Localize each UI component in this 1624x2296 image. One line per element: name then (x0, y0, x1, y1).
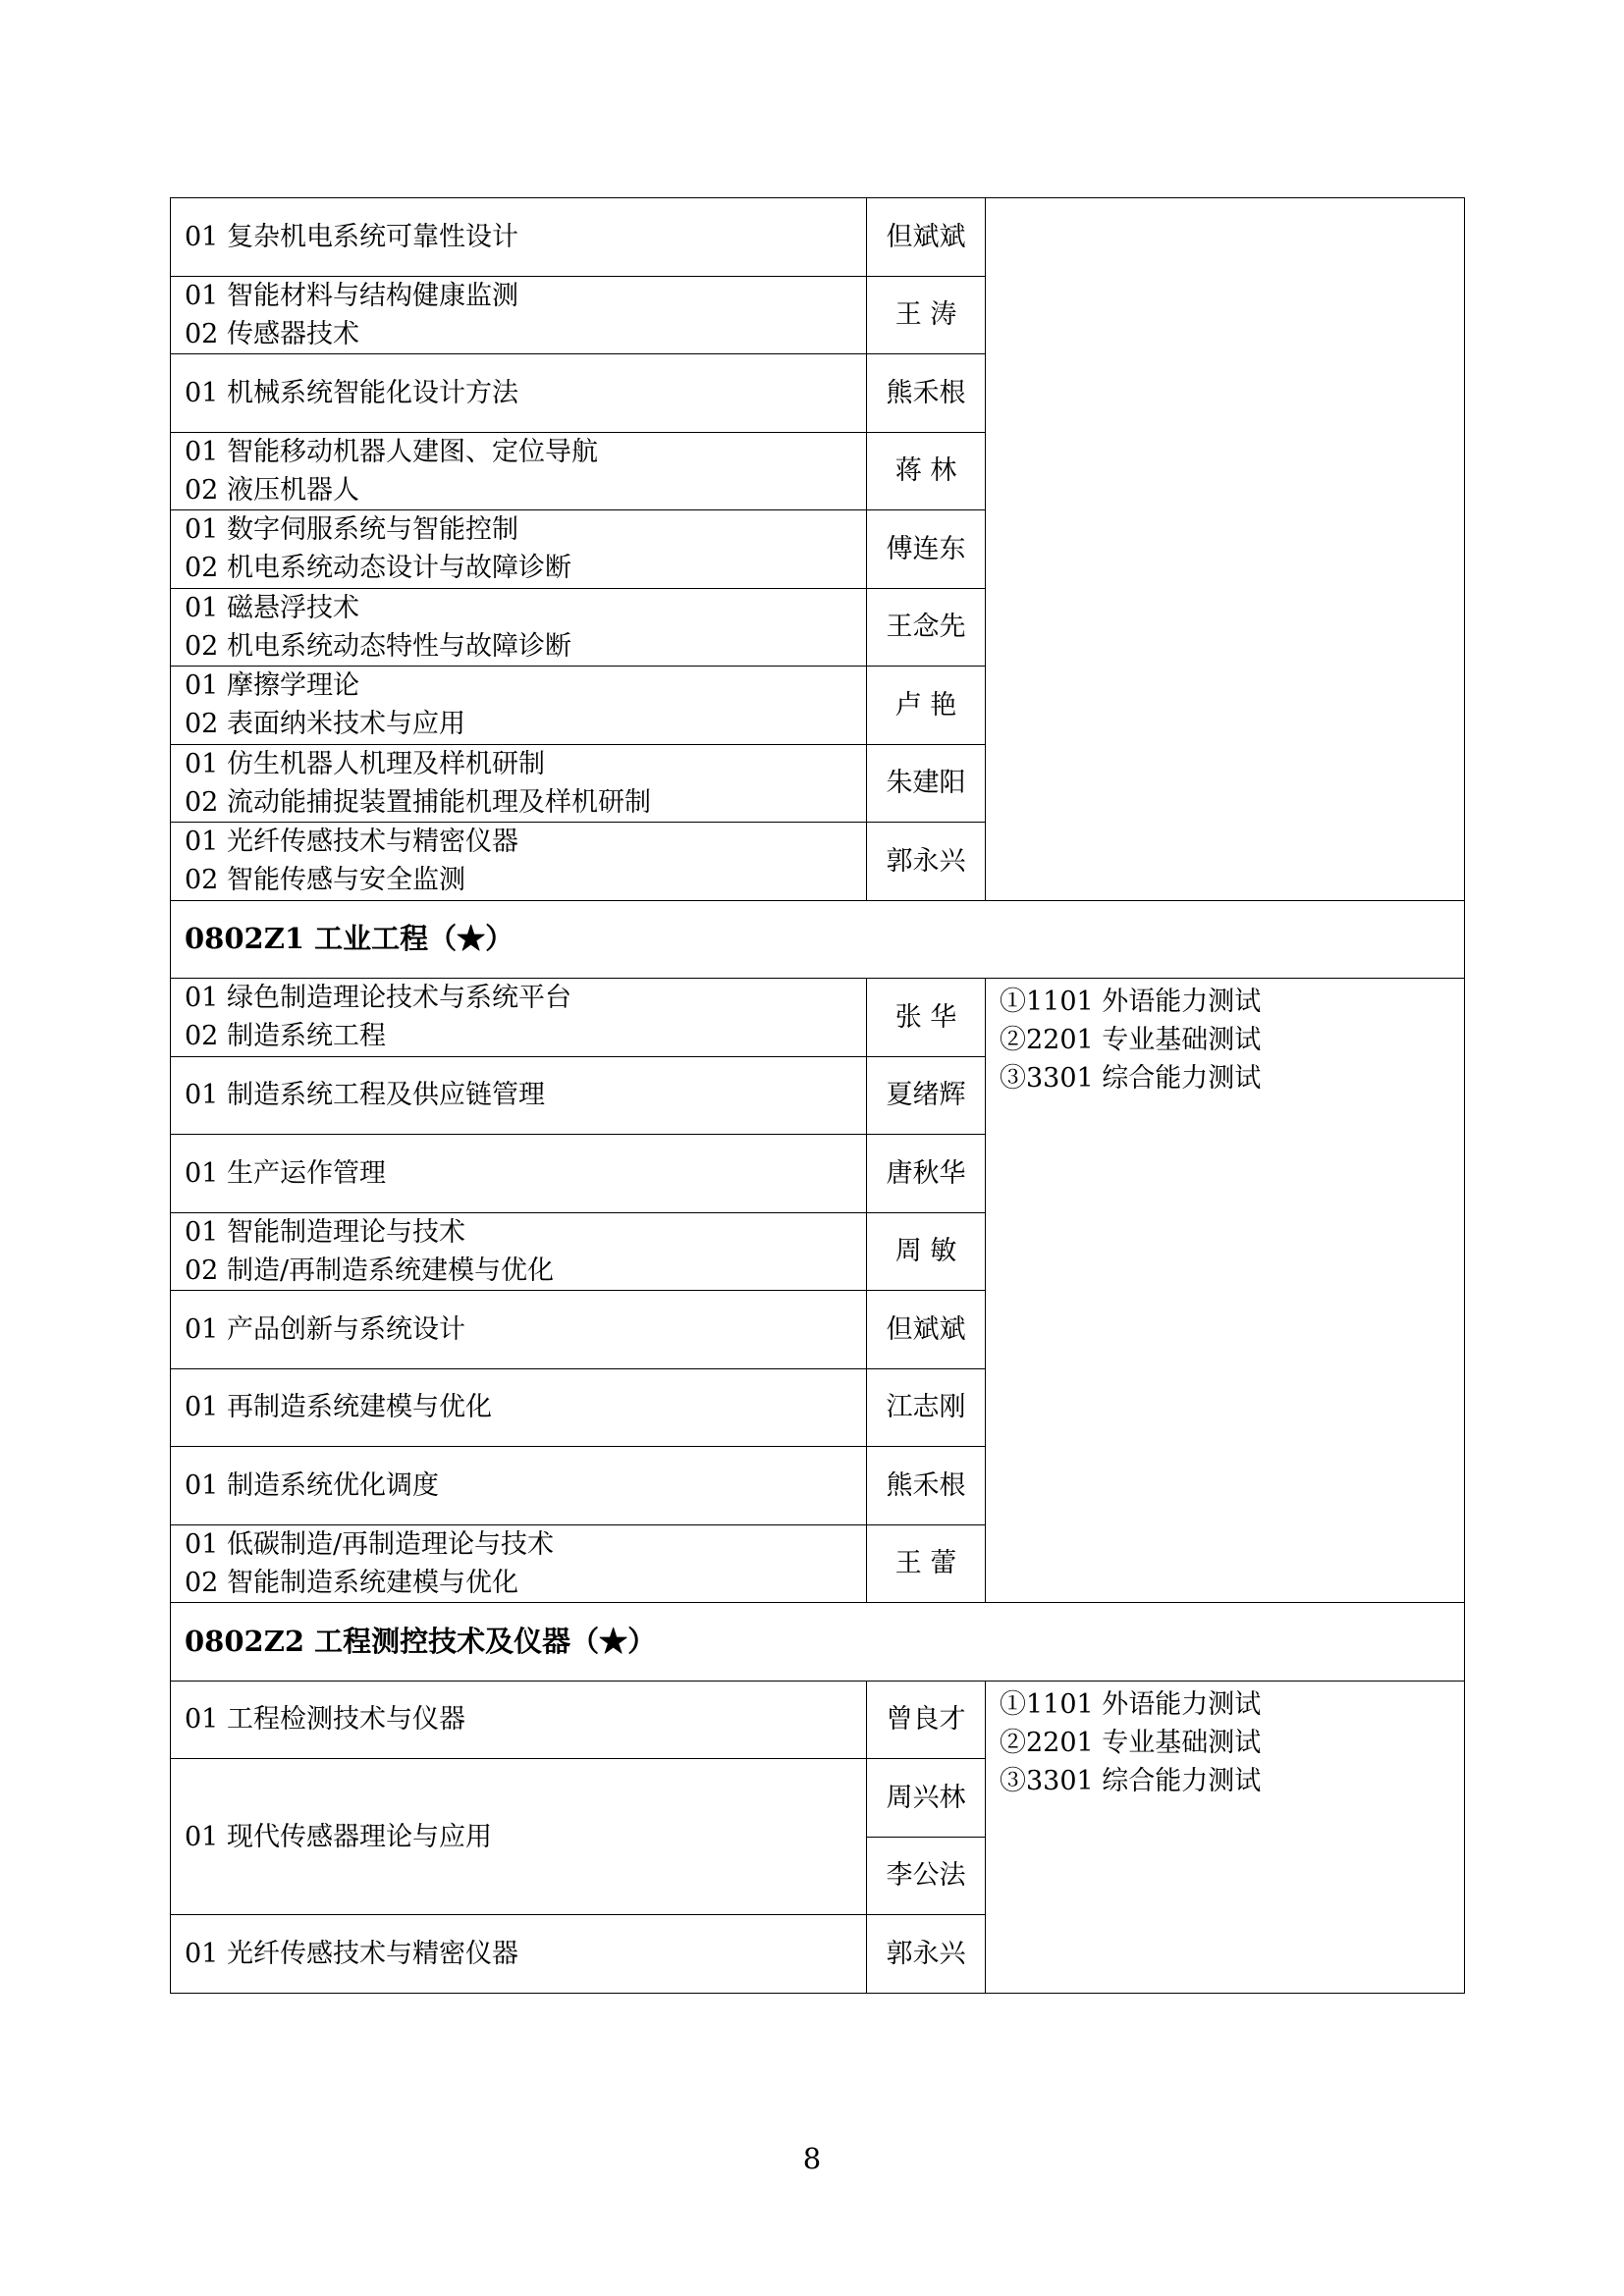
advisor-name: 夏绪辉 (867, 1056, 986, 1135)
advisor-name: 熊禾根 (867, 354, 986, 433)
research-topic: 02 表面纳米技术与应用 (185, 709, 465, 740)
research-topic: 01 光纤传感技术与精密仪器 (185, 827, 518, 858)
advisor-name: 王念先 (867, 588, 986, 667)
research-topic: 01 再制造系统建模与优化 (185, 1392, 492, 1423)
table-row (171, 198, 1465, 277)
research-topic-cell (171, 667, 867, 745)
section-heading: 0802Z2 工程测控技术及仪器（★） (171, 1603, 1465, 1682)
exam-subject: ①1101 外语能力测试 (1000, 1688, 1262, 1720)
research-topic: 01 制造系统优化调度 (185, 1469, 439, 1501)
research-topic: 02 传感器技术 (185, 318, 359, 349)
advisor-name: 曾良才 (867, 1681, 986, 1759)
research-topic-cell (171, 198, 867, 277)
advisor-name: 朱建阳 (867, 744, 986, 823)
table-row (171, 1681, 1465, 1759)
research-topic: 02 液压机器人 (185, 474, 359, 506)
research-topic: 02 机电系统动态设计与故障诊断 (185, 553, 571, 584)
research-topic: 02 智能制造系统建模与优化 (185, 1567, 518, 1598)
research-topic: 01 光纤传感技术与精密仪器 (185, 1938, 518, 1969)
page-number: 8 (802, 2142, 822, 2175)
research-topic-cell (171, 1524, 867, 1603)
advisor-name: 张 华 (867, 979, 986, 1057)
research-topic-cell (171, 1759, 867, 1915)
research-topic-cell (171, 588, 867, 667)
section-heading: 0802Z1 工业工程（★） (171, 900, 1465, 979)
research-topic-cell (171, 1915, 867, 1994)
advisor-name: 王 蕾 (867, 1524, 986, 1603)
advisor-name: 但斌斌 (867, 198, 986, 277)
research-topic-cell (171, 276, 867, 354)
research-topic-cell (171, 744, 867, 823)
advisor-name: 王 涛 (867, 276, 986, 354)
advisor-name: 卢 艳 (867, 667, 986, 745)
research-topic-cell (171, 979, 867, 1057)
research-topic: 02 制造系统工程 (185, 1021, 386, 1052)
research-topic: 01 数字伺服系统与智能控制 (185, 514, 518, 546)
program-table (170, 197, 1465, 1994)
research-topic: 01 绿色制造理论技术与系统平台 (185, 983, 571, 1014)
advisor-name: 但斌斌 (867, 1291, 986, 1369)
advisor-name: 郭永兴 (867, 823, 986, 901)
exam-subject: ③3301 综合能力测试 (1000, 1063, 1262, 1094)
research-topic-cell (171, 1447, 867, 1525)
research-topic: 01 智能移动机器人建图、定位导航 (185, 436, 598, 467)
exam-subjects-cell (986, 198, 1465, 901)
research-topic-cell (171, 1056, 867, 1135)
research-topic: 01 摩擦学理论 (185, 670, 359, 702)
advisor-name: 蒋 林 (867, 432, 986, 510)
advisor-name: 郭永兴 (867, 1915, 986, 1994)
section-heading-row (171, 1603, 1465, 1682)
advisor-name: 熊禾根 (867, 1447, 986, 1525)
research-topic-cell (171, 1291, 867, 1369)
research-topic-cell (171, 354, 867, 433)
advisor-name: 江志刚 (867, 1368, 986, 1447)
program-table-body (171, 198, 1465, 1994)
research-topic: 01 工程检测技术与仪器 (185, 1704, 465, 1735)
research-topic-cell (171, 1368, 867, 1447)
research-topic: 01 生产运作管理 (185, 1157, 386, 1189)
research-topic: 01 现代传感器理论与应用 (185, 1821, 492, 1852)
research-topic: 02 智能传感与安全监测 (185, 865, 465, 896)
table-row (171, 979, 1465, 1057)
section-heading-row (171, 900, 1465, 979)
research-topic: 01 制造系统工程及供应链管理 (185, 1080, 545, 1111)
advisor-name: 周兴林 (867, 1759, 986, 1838)
research-topic: 02 流动能捕捉装置捕能机理及样机研制 (185, 786, 651, 818)
advisor-name: 唐秋华 (867, 1135, 986, 1213)
research-topic: 01 机械系统智能化设计方法 (185, 377, 518, 408)
research-topic-cell (171, 432, 867, 510)
research-topic-cell (171, 1681, 867, 1759)
research-topic: 01 复杂机电系统可靠性设计 (185, 221, 518, 252)
exam-subjects-cell (986, 979, 1465, 1603)
research-topic: 01 仿生机器人机理及样机研制 (185, 748, 545, 779)
research-topic: 02 制造/再制造系统建模与优化 (185, 1255, 555, 1286)
research-topic: 01 磁悬浮技术 (185, 592, 359, 623)
research-topic-cell (171, 510, 867, 589)
advisor-name: 傅连东 (867, 510, 986, 589)
exam-subject: ②2201 专业基础测试 (1000, 1727, 1262, 1758)
research-topic: 01 智能材料与结构健康监测 (185, 280, 518, 311)
research-topic-cell (171, 1135, 867, 1213)
research-topic-cell (171, 823, 867, 901)
advisor-name: 李公法 (867, 1837, 986, 1915)
research-topic: 01 智能制造理论与技术 (185, 1216, 465, 1248)
exam-subject: ②2201 专业基础测试 (1000, 1025, 1262, 1055)
research-topic: 01 低碳制造/再制造理论与技术 (185, 1528, 555, 1560)
research-topic: 01 产品创新与系统设计 (185, 1313, 465, 1345)
exam-subject: ③3301 综合能力测试 (1000, 1765, 1262, 1796)
advisor-name: 周 敏 (867, 1212, 986, 1291)
research-topic-cell (171, 1212, 867, 1291)
exam-subject: ①1101 外语能力测试 (1000, 987, 1262, 1017)
research-topic: 02 机电系统动态特性与故障诊断 (185, 630, 571, 662)
exam-subjects-cell (986, 1681, 1465, 1993)
